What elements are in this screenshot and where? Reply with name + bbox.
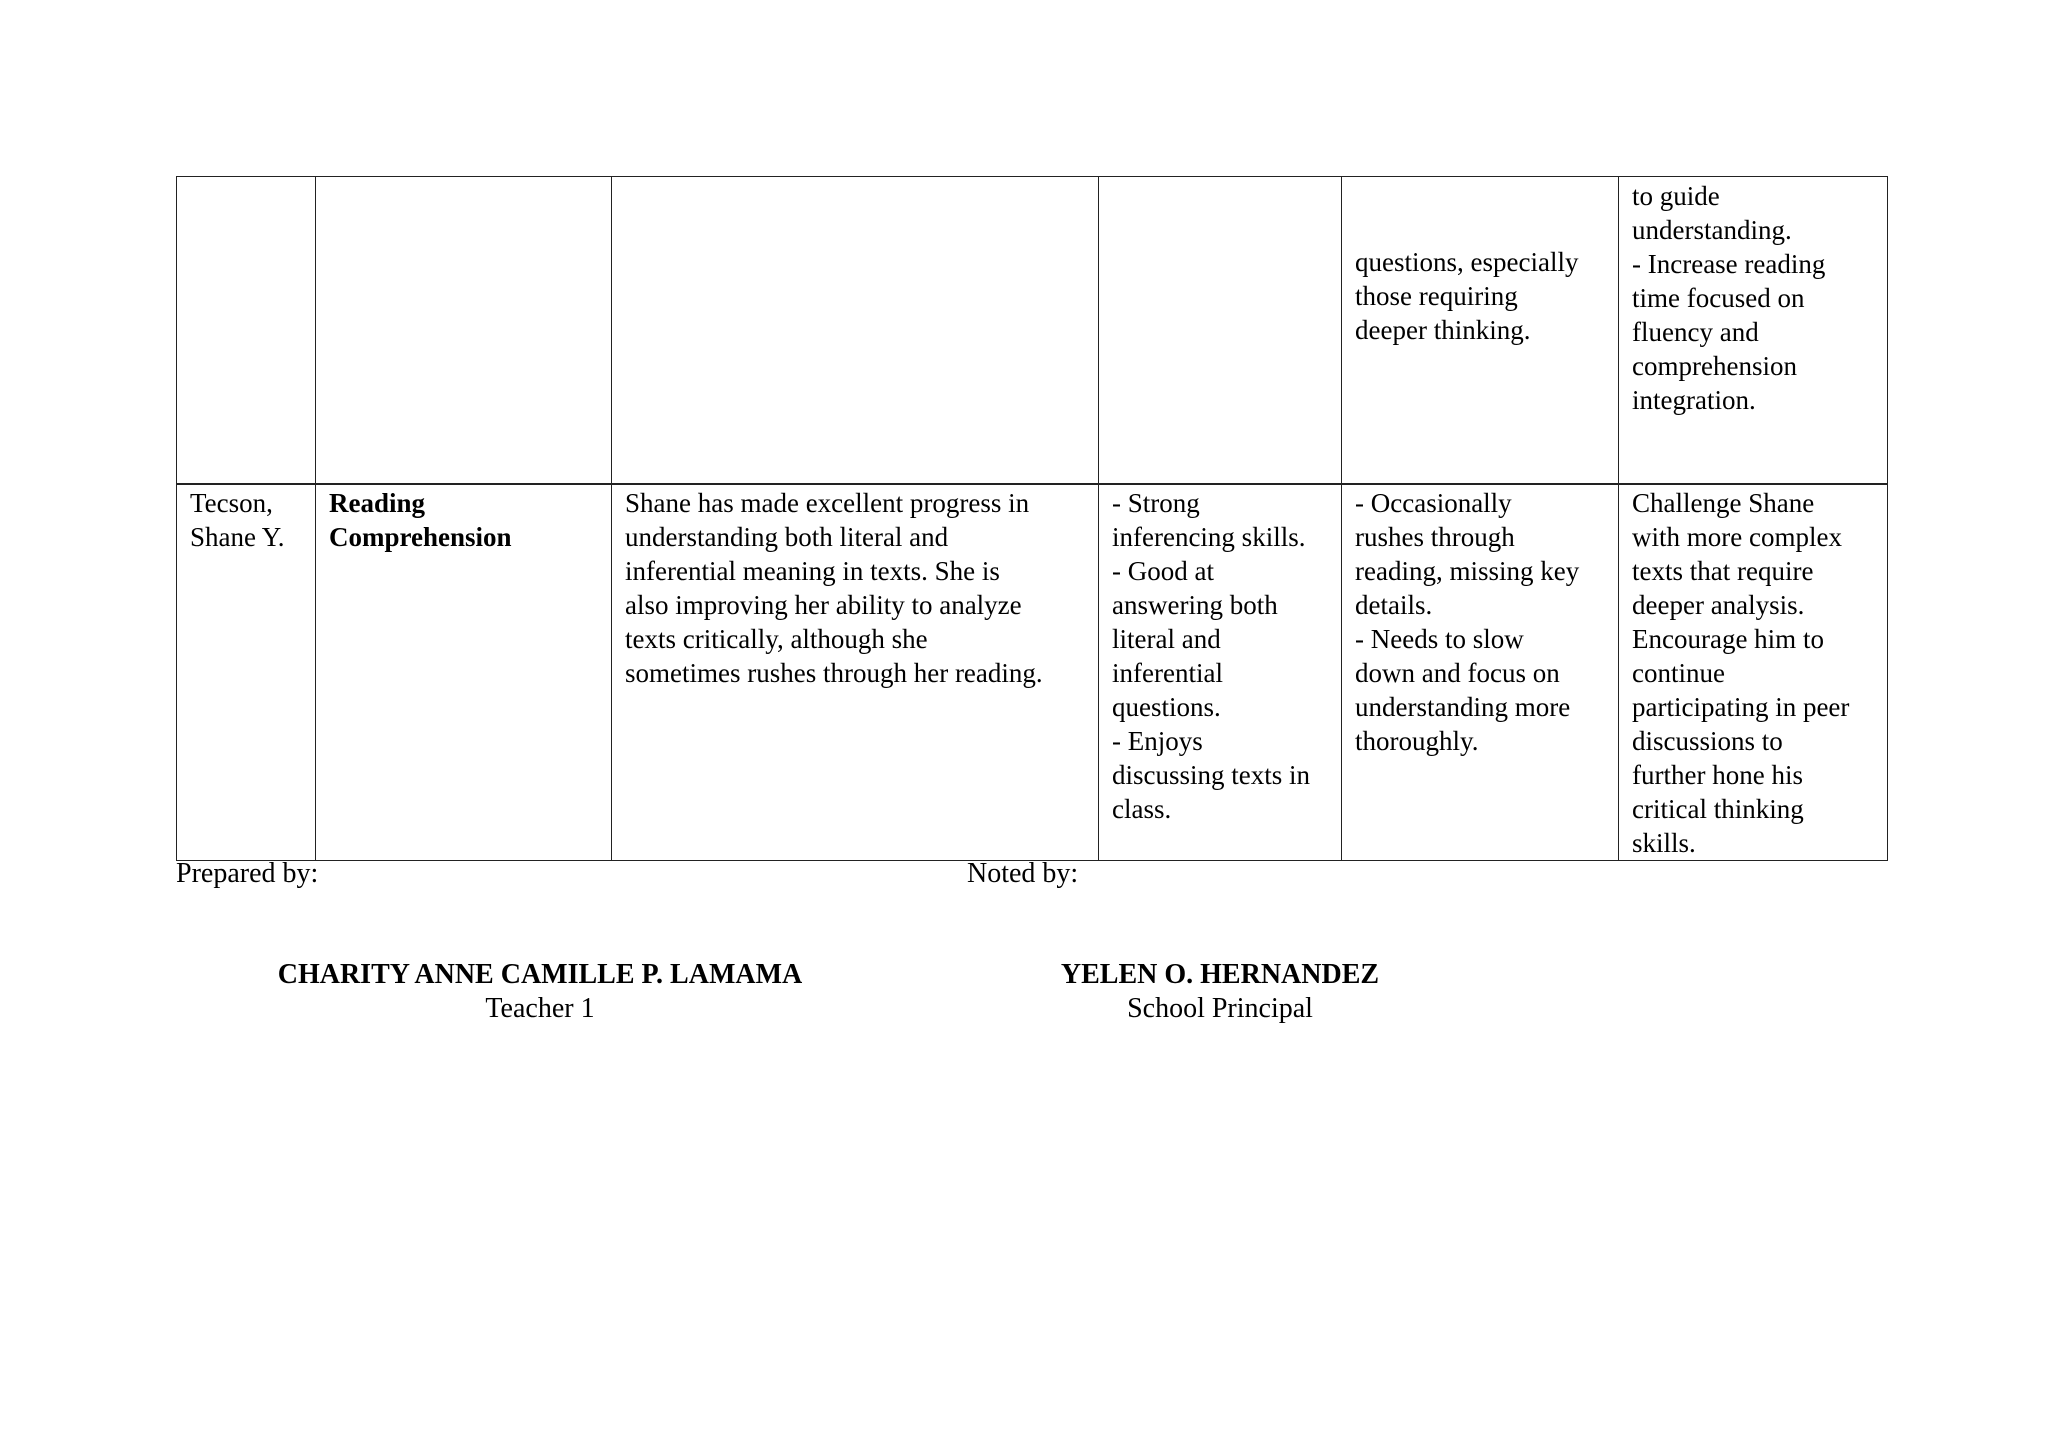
noter-role: School Principal — [1127, 993, 1313, 1024]
cell-progress: Shane has made excellent progress in understanding both literal and inferential meaning in texts. She is also improving her ability to analyze texts critically, although she sometimes rushes through her reading. — [612, 484, 1099, 861]
cell-student-name: Tecson, Shane Y. — [177, 484, 316, 861]
cell-continuation-recommendations: to guide understanding. - Increase reading time focused on fluency and comprehension integration. — [1619, 177, 1888, 485]
cell-skill-area: Reading Comprehension — [316, 484, 612, 861]
table-row-continuation — [177, 177, 1888, 485]
progress-report-table — [176, 176, 1888, 861]
prepared-by-label: Prepared by: — [176, 858, 319, 889]
cell-continuation-strengths — [1099, 177, 1342, 485]
table-row-student — [177, 484, 1888, 861]
noted-by-label: Noted by: — [967, 858, 1079, 889]
cell-recommendations: Challenge Shane with more complex texts that require deeper analysis. Encourage him to continue participating in peer discussions to further hone his critical thinking skills. — [1619, 484, 1888, 861]
preparer-role: Teacher 1 — [485, 993, 595, 1024]
cell-continuation-name — [177, 177, 316, 485]
cell-continuation-improvement: questions, especially those requiring deeper thinking. — [1342, 177, 1619, 485]
cell-continuation-skill — [316, 177, 612, 485]
cell-continuation-progress — [612, 177, 1099, 485]
preparer-name: CHARITY ANNE CAMILLE P. LAMAMA — [277, 959, 803, 990]
cell-areas-for-improvement: - Occasionally rushes through reading, missing key details. - Needs to slow down and focus on understanding more thoroughly. — [1342, 484, 1619, 861]
cell-strengths: - Strong inferencing skills. - Good at answering both literal and inferential questions. - Enjoys discussing texts in class. — [1099, 484, 1342, 861]
noter-name: YELEN O. HERNANDEZ — [1060, 959, 1380, 990]
